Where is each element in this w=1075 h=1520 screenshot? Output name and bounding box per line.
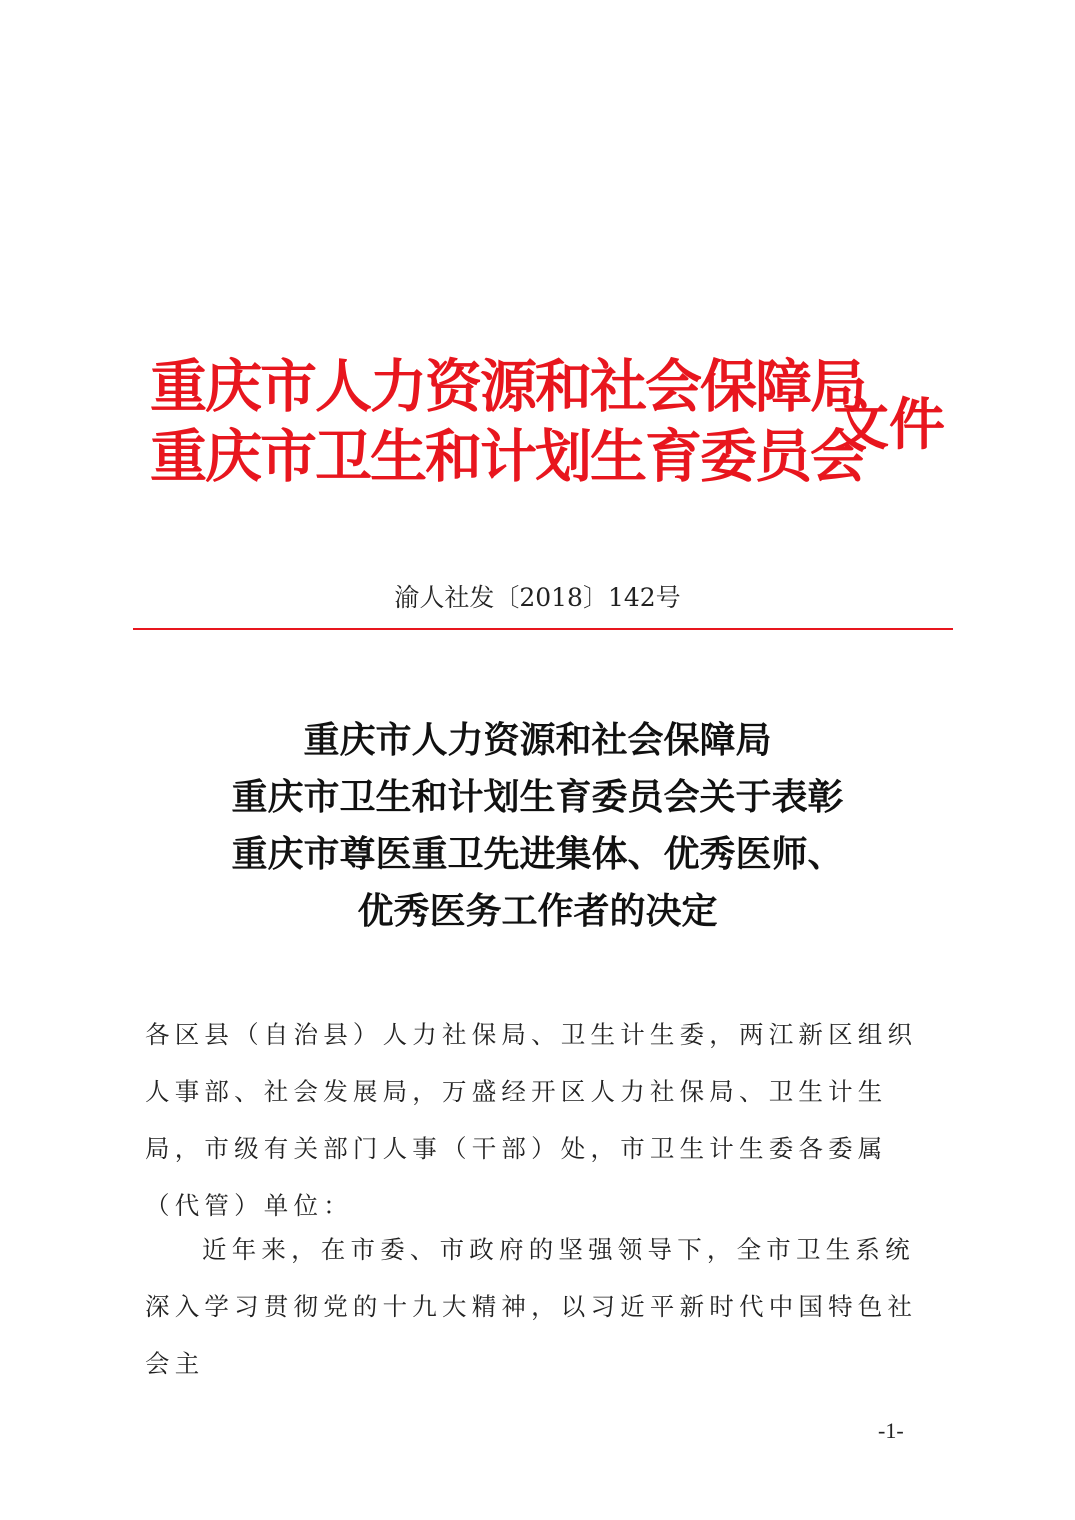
addressee-paragraph: 各区县（自治县）人力社保局、卫生计生委，两江新区组织人事部、社会发展局，万盛经开区人力社保局、卫生计生局，市级有关部门人事（干部）处，市卫生计生委各委属（代管）单位：	[145, 1020, 918, 1220]
title-line: 优秀医务工作者的决定	[357, 890, 718, 932]
title-line: 重庆市尊医重卫先进集体、优秀医师、	[231, 833, 844, 875]
red-header	[150, 352, 950, 502]
body-paragraph: 近年来，在市委、市政府的坚强领导下，全市卫生系统深入学习贯彻党的十九大精神，以习近平新时代中国特色社会主	[145, 1235, 918, 1378]
title-line: 重庆市人力资源和社会保障局	[303, 719, 772, 761]
title-line: 重庆市卫生和计划生育委员会关于表彰	[231, 776, 844, 818]
issuing-authorities	[150, 352, 865, 492]
document-suffix: 文件	[833, 392, 945, 458]
issuer-line: 重庆市人力资源和社会保障局	[150, 353, 865, 420]
page-number: -1-	[878, 1418, 904, 1443]
red-divider	[133, 628, 953, 630]
issuer-line: 重庆市卫生和计划生育委员会	[150, 423, 865, 490]
document-title	[0, 712, 1075, 940]
document-number: 渝人社发〔2018〕142号	[394, 583, 681, 612]
